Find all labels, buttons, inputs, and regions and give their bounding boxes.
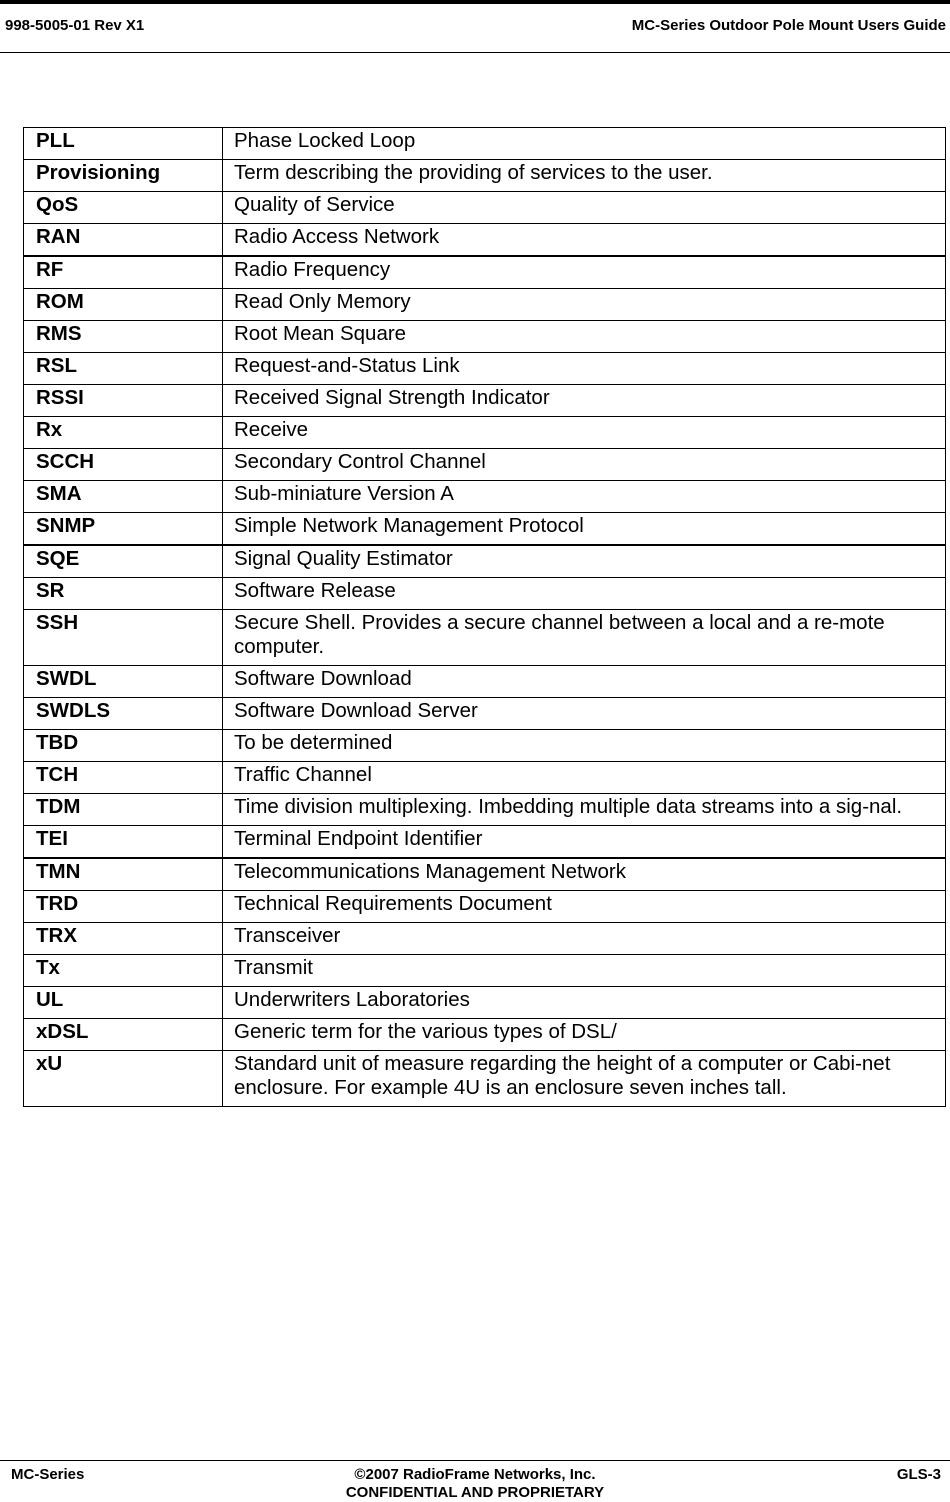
footer-page-number: GLS-3	[896, 1466, 941, 1483]
glossary-definition: Software Download Server	[223, 698, 946, 730]
glossary-term: SCCH	[24, 449, 223, 481]
glossary-row	[24, 513, 946, 546]
glossary-row	[24, 128, 946, 160]
glossary-definition: Standard unit of measure regarding the height of a computer or Cabi-net enclosure. For example 4U is an enclosure seven inches tall.	[223, 1051, 946, 1107]
glossary-definition: Radio Frequency	[223, 256, 946, 289]
header-rule	[0, 52, 950, 53]
glossary-definition: Request-and-Status Link	[223, 353, 946, 385]
glossary-row	[24, 545, 946, 578]
glossary-definition: Technical Requirements Document	[223, 891, 946, 923]
glossary-definition: Root Mean Square	[223, 321, 946, 353]
glossary-row	[24, 289, 946, 321]
footer-copyright: ©2007 RadioFrame Networks, Inc.	[354, 1466, 596, 1483]
glossary-definition: Software Release	[223, 578, 946, 610]
glossary-definition: Underwriters Laboratories	[223, 987, 946, 1019]
glossary-definition: Generic term for the various types of DSL/	[223, 1019, 946, 1051]
glossary-term: RSL	[24, 353, 223, 385]
glossary-row	[24, 826, 946, 859]
page-header	[5, 17, 946, 37]
glossary-row	[24, 481, 946, 513]
glossary-row	[24, 160, 946, 192]
glossary-row	[24, 578, 946, 610]
glossary-row	[24, 730, 946, 762]
glossary-term: TMN	[24, 858, 223, 891]
glossary-definition: Secure Shell. Provides a secure channel between a local and a re-mote computer.	[223, 610, 946, 666]
glossary-term: SWDLS	[24, 698, 223, 730]
glossary-term: TRX	[24, 923, 223, 955]
glossary-definition: Radio Access Network	[223, 224, 946, 257]
glossary-definition: Received Signal Strength Indicator	[223, 385, 946, 417]
glossary-term: TDM	[24, 794, 223, 826]
glossary-definition: Signal Quality Estimator	[223, 545, 946, 578]
glossary-definition: Secondary Control Channel	[223, 449, 946, 481]
glossary-definition: Quality of Service	[223, 192, 946, 224]
glossary-definition: Read Only Memory	[223, 289, 946, 321]
glossary-row	[24, 923, 946, 955]
glossary-definition: Time division multiplexing. Imbedding multiple data streams into a sig-nal.	[223, 794, 946, 826]
glossary-definition: Telecommunications Management Network	[223, 858, 946, 891]
glossary-term: xDSL	[24, 1019, 223, 1051]
glossary-row	[24, 955, 946, 987]
glossary-row	[24, 698, 946, 730]
glossary-row	[24, 794, 946, 826]
glossary-definition: To be determined	[223, 730, 946, 762]
glossary-term: SR	[24, 578, 223, 610]
header-top-rule	[0, 0, 950, 4]
glossary-row	[24, 321, 946, 353]
glossary-table	[23, 127, 946, 1107]
glossary-term: SWDL	[24, 666, 223, 698]
glossary-term: RAN	[24, 224, 223, 257]
footer-rule	[0, 1460, 950, 1461]
glossary-term: PLL	[24, 128, 223, 160]
glossary-row	[24, 610, 946, 666]
footer-confidential: CONFIDENTIAL AND PROPRIETARY	[345, 1484, 605, 1501]
glossary-row	[24, 1019, 946, 1051]
glossary-term: TRD	[24, 891, 223, 923]
glossary-definition: Software Download	[223, 666, 946, 698]
glossary-definition: Term describing the providing of services to the user.	[223, 160, 946, 192]
glossary-definition: Sub-miniature Version A	[223, 481, 946, 513]
glossary-definition: Traffic Channel	[223, 762, 946, 794]
glossary-term: SQE	[24, 545, 223, 578]
doc-number: 998-5005-01 Rev X1	[5, 17, 145, 34]
glossary-row	[24, 192, 946, 224]
glossary-term: SSH	[24, 610, 223, 666]
glossary-body	[24, 128, 946, 1107]
glossary-term: Tx	[24, 955, 223, 987]
glossary-row	[24, 385, 946, 417]
glossary-row	[24, 762, 946, 794]
glossary-term: Rx	[24, 417, 223, 449]
glossary-term: RMS	[24, 321, 223, 353]
glossary-term: SNMP	[24, 513, 223, 546]
glossary-row	[24, 987, 946, 1019]
glossary-definition: Terminal Endpoint Identifier	[223, 826, 946, 859]
glossary-row	[24, 1051, 946, 1107]
glossary-row	[24, 666, 946, 698]
glossary-definition: Receive	[223, 417, 946, 449]
glossary-row	[24, 224, 946, 257]
glossary-row	[24, 256, 946, 289]
glossary-term: RF	[24, 256, 223, 289]
glossary-row	[24, 858, 946, 891]
glossary-definition: Transceiver	[223, 923, 946, 955]
glossary-term: SMA	[24, 481, 223, 513]
glossary-term: TCH	[24, 762, 223, 794]
doc-title: MC-Series Outdoor Pole Mount Users Guide	[631, 17, 946, 34]
glossary-term: UL	[24, 987, 223, 1019]
glossary-definition: Phase Locked Loop	[223, 128, 946, 160]
glossary-definition: Simple Network Management Protocol	[223, 513, 946, 546]
glossary-term: ROM	[24, 289, 223, 321]
glossary-row	[24, 891, 946, 923]
glossary-term: xU	[24, 1051, 223, 1107]
glossary-term: TBD	[24, 730, 223, 762]
glossary-term: Provisioning	[24, 160, 223, 192]
footer-center	[0, 1466, 950, 1502]
glossary-term: RSSI	[24, 385, 223, 417]
glossary-term: QoS	[24, 192, 223, 224]
glossary-row	[24, 449, 946, 481]
glossary-row	[24, 417, 946, 449]
glossary-definition: Transmit	[223, 955, 946, 987]
footer-series: MC-Series	[11, 1466, 85, 1483]
glossary-row	[24, 353, 946, 385]
glossary-term: TEI	[24, 826, 223, 859]
